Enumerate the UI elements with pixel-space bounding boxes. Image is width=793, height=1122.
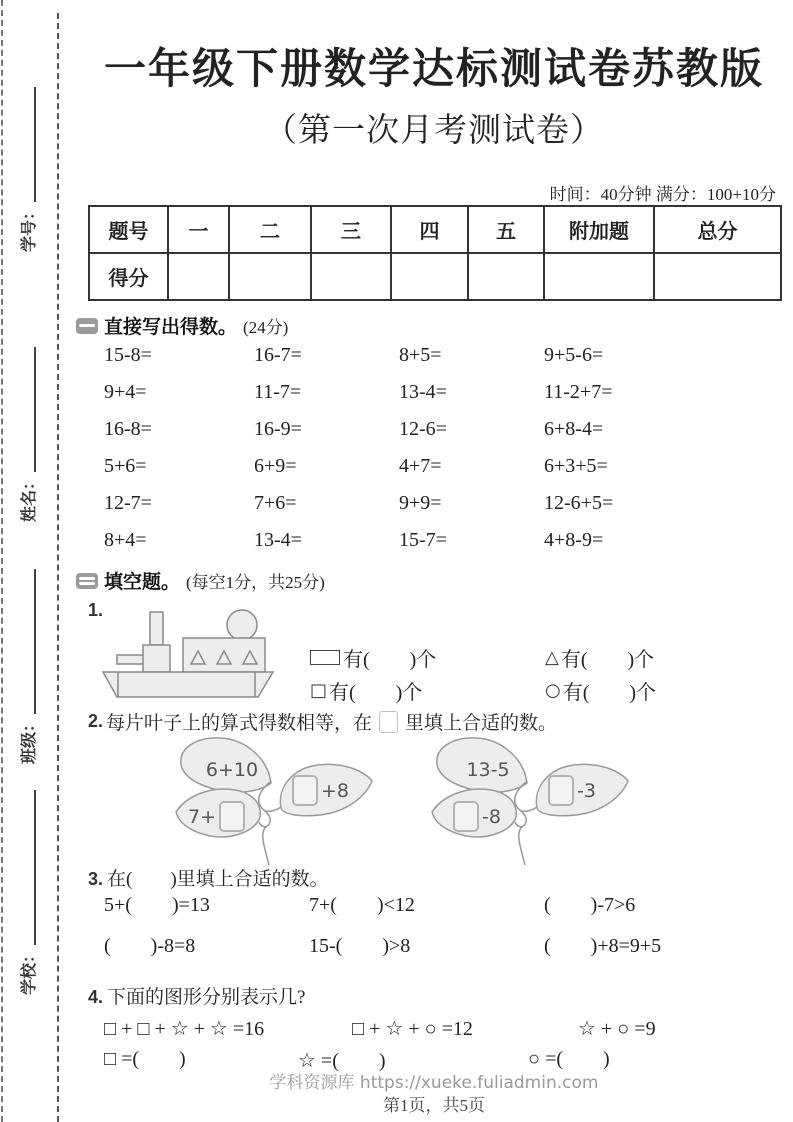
score-table-header-cell: 一	[168, 206, 229, 253]
score-empty-cell	[468, 253, 544, 300]
score-table-header-row	[89, 206, 781, 253]
score-table-header-cell: 题号	[89, 206, 168, 253]
leaf-expression-with-box: -3	[545, 775, 596, 806]
leaf-expression-with-box: +8	[289, 775, 349, 806]
problem: 13-4=	[399, 381, 447, 403]
page-indicator: 第1页，共5页	[383, 1096, 485, 1115]
problem: 12-6+5=	[544, 492, 614, 514]
class-field	[13, 569, 39, 764]
leaf-expression: 13-5	[466, 759, 510, 781]
q1-count-square: □ 有( )个	[310, 680, 423, 704]
student-id-blank-line	[34, 87, 36, 202]
section-1-title: 直接写出得数。	[104, 317, 238, 338]
leaf-plant-figure-1	[168, 735, 383, 867]
boat-pipe-rect	[117, 655, 145, 664]
problem: 12-7=	[104, 492, 152, 514]
score-table-header-cell: 二	[229, 206, 311, 253]
name-blank-line	[34, 347, 36, 472]
q1-count-triangle: △ 有( )个	[545, 647, 655, 671]
boat-circle-shape	[227, 610, 257, 640]
section-1-points: (24分)	[243, 318, 289, 337]
q3-equations-grid	[104, 894, 774, 957]
problem: 13-4=	[254, 529, 302, 551]
question-4-instruction: 4. 下面的图形分别表示几?	[88, 987, 306, 1008]
fold-dashed-line	[57, 13, 59, 1122]
score-table-header-cell: 总分	[654, 206, 781, 253]
class-blank-line	[34, 569, 36, 714]
score-table-header-cell: 五	[468, 206, 544, 253]
problem: 9+5-6=	[544, 344, 604, 366]
answer-box-icon	[548, 775, 574, 806]
q1-count-rectangle: 有( )个	[310, 643, 436, 672]
score-table-header-cell: 四	[391, 206, 468, 253]
score-row-label: 得分	[89, 253, 168, 300]
shape-answer-blank: ☆ =( )	[298, 1050, 386, 1072]
problem: 7+6=	[254, 492, 297, 514]
section-2-heading	[76, 567, 325, 594]
problem: 16-9=	[254, 418, 302, 440]
shape-equation: □ + □ + ☆ + ☆ =16	[104, 1018, 265, 1040]
school-blank-line	[34, 790, 36, 945]
problem: 8+4=	[104, 529, 147, 551]
circle-icon: ○	[545, 680, 561, 701]
page-subtitle: （第一次月考测试卷）	[264, 113, 604, 149]
shape-equation: ☆ + ○ =9	[578, 1018, 656, 1040]
fill-blank-equation: 7+( )<12	[309, 894, 415, 916]
problem: 6+9=	[254, 455, 297, 477]
q1-count-circle: ○ 有( )个	[545, 680, 657, 704]
answer-box-icon	[379, 711, 398, 733]
class-label: 班级：	[21, 715, 38, 764]
shape-equation: □ + ☆ + ○ =12	[352, 1018, 473, 1040]
question-2-instruction: 2. 每片叶子上的算式得数相等，在 里填上合适的数。	[88, 711, 558, 734]
problem: 15-8=	[104, 344, 152, 366]
answer-box-icon	[219, 801, 245, 832]
problem: 16-8=	[104, 418, 152, 440]
score-empty-cell	[229, 253, 311, 300]
section-2-title: 填空题。	[104, 572, 181, 593]
shape-answer-blank: ○ =( )	[528, 1048, 610, 1070]
score-empty-cell	[391, 253, 468, 300]
shape-answer-blank: □ =( )	[104, 1048, 186, 1070]
problem: 9+4=	[104, 381, 147, 403]
leaf-plant-figure-2	[424, 735, 639, 867]
fill-blank-equation: ( )-7>6	[544, 894, 636, 916]
boat-mast-rect	[150, 612, 163, 645]
leaf-expression: 6+10	[205, 759, 259, 781]
score-table	[88, 205, 782, 301]
rectangle-icon	[310, 650, 340, 665]
school-field	[13, 790, 39, 995]
name-label: 姓名：	[21, 473, 38, 522]
answer-box-icon	[292, 775, 318, 806]
boat-shapes-figure	[95, 600, 310, 710]
boat-hull	[103, 672, 273, 697]
square-icon: □	[310, 680, 328, 701]
fill-blank-equation: 5+( )=13	[104, 894, 210, 916]
problem: 11-7=	[254, 381, 302, 403]
name-field	[13, 347, 39, 522]
question-3-instruction: 3. 在( )里填上合适的数。	[88, 869, 329, 890]
score-table-header-cell: 三	[311, 206, 391, 253]
page-title: 一年级下册数学达标测试卷苏教版	[103, 47, 764, 93]
section-2-points: (每空1分，共25分)	[186, 573, 325, 592]
problem: 6+8-4=	[544, 418, 604, 440]
student-id-label: 学号：	[21, 203, 38, 252]
school-label: 学校：	[21, 946, 38, 995]
problem: 4+8-9=	[544, 529, 604, 551]
problem: 11-2+7=	[544, 381, 613, 403]
problem: 9+9=	[399, 492, 442, 514]
arithmetic-problems-grid	[104, 344, 714, 551]
answer-box-icon	[453, 801, 479, 832]
question-1-number: 1.	[88, 600, 104, 620]
section-1-heading	[76, 312, 288, 339]
leaf-expression-with-box: -8	[450, 801, 501, 832]
score-empty-cell	[168, 253, 229, 300]
fill-blank-equation: ( )-8=8	[104, 935, 196, 957]
leaf-expression-with-box: 7+	[188, 801, 248, 832]
time-score-line: 时间：40分钟 满分：100+10分	[549, 185, 776, 204]
fill-blank-equation: ( )+8=9+5	[544, 935, 662, 957]
score-empty-cell	[654, 253, 781, 300]
problem: 8+5=	[399, 344, 442, 366]
page-edge-dashed-line	[1, 0, 3, 1122]
triangle-icon: △	[545, 647, 559, 668]
student-id-field	[13, 87, 39, 252]
problem: 4+7=	[399, 455, 442, 477]
score-table-header-cell: 附加题	[544, 206, 654, 253]
problem: 6+3+5=	[544, 455, 608, 477]
section-one-badge-icon	[76, 318, 98, 334]
problem: 15-7=	[399, 529, 447, 551]
score-empty-cell	[544, 253, 654, 300]
watermark-text: 学科资源库 https://xueke.fuliadmin.com	[269, 1073, 599, 1093]
problem: 12-6=	[399, 418, 447, 440]
score-table-score-row	[89, 253, 781, 300]
boat-chimney-rect	[143, 645, 170, 672]
problem: 16-7=	[254, 344, 302, 366]
fill-blank-equation: 15-( )>8	[309, 935, 411, 957]
section-two-badge-icon	[76, 573, 98, 589]
score-empty-cell	[311, 253, 391, 300]
problem: 5+6=	[104, 455, 147, 477]
